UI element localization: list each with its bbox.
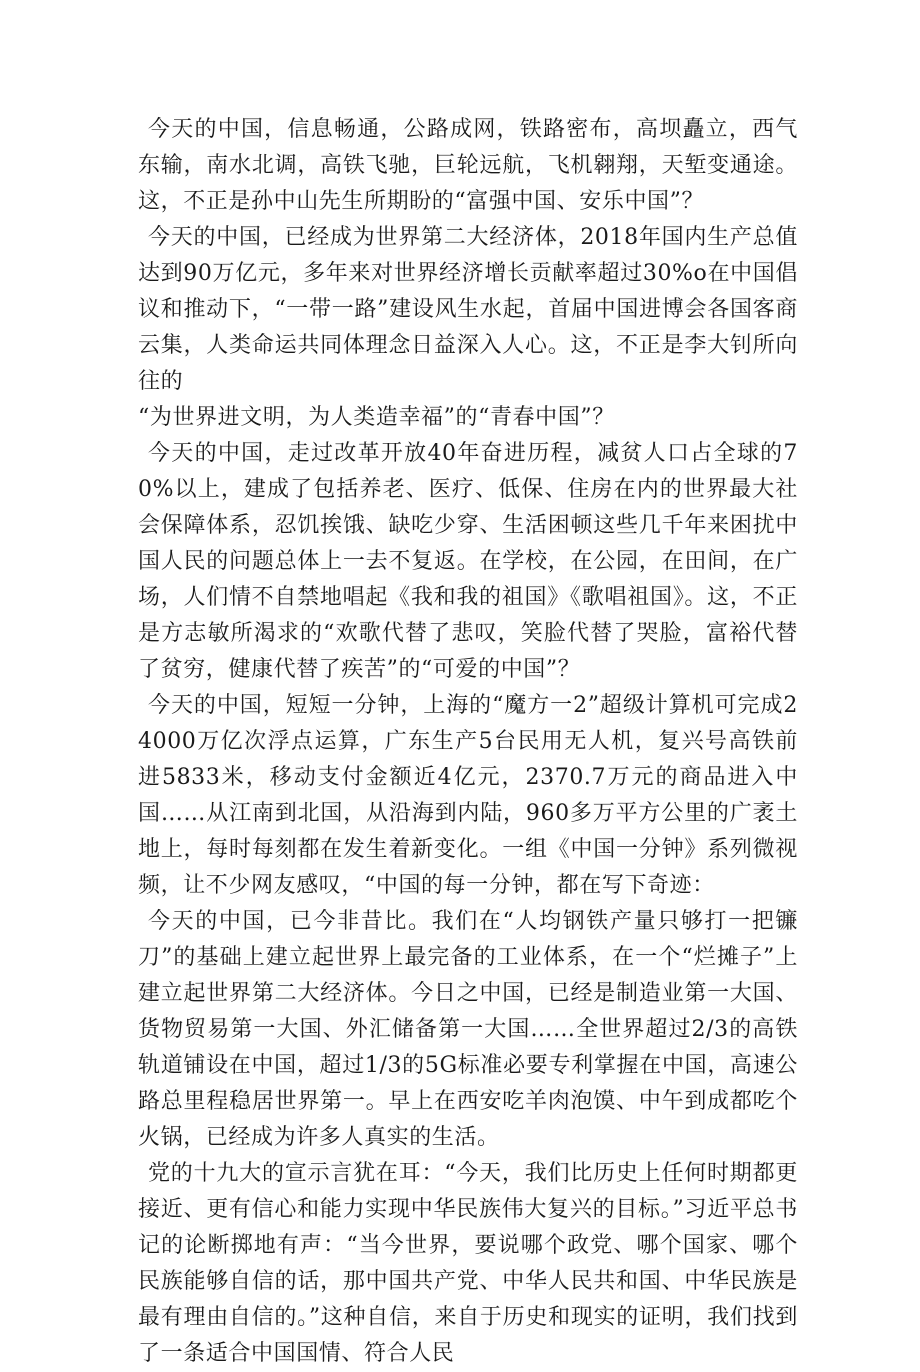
- paragraph-reform: 今天的中国，走过改革开放40年奋进历程，减贫人口占全球的70%以上，建成了包括养老、医疗、低保、住房在内的世界最大社会保障体系，忍饥挨饿、缺吃少穿、生活困顿这些几千年来困扰中国人民的问题总体上一去不复返。在学校，在公园，在田间，在广场，人们情不自禁地唱起《我和我的祖国》《歌唱祖国》。这，不正是方志敏所渴求的“欢歌代替了悲叹，笑脸代替了哭脸，富裕代替了贫穷，健康代替了疾苦”的“可爱的中国”？: [138, 441, 798, 682]
- paragraph-one-minute: 今天的中国，短短一分钟，上海的“魔方一2”超级计算机可完成24000万亿次浮点运算，广东生产5台民用无人机，复兴号高铁前进5833米，移动支付金额近4亿元，2370.7万元的商品进入中国……从江南到北国，从沿海到内陆，960多万平方公里的广袤土地上，每时每刻都在发生着新变化。一组《中国一分钟》系列微视频，让不少网友感叹，“中国的每一分钟，都在写下奇迹：: [138, 693, 798, 898]
- paragraph-economy: 今天的中国，已经成为世界第二大经济体，2018年国内生产总值达到90万亿元，多年来对世界经济增长贡献率超过30%o在中国倡议和推动下，“一带一路”建设风生水起，首届中国进博会各国客商云集，人类命运共同体理念日益深入人心。这，不正是李大钊所向往的: [138, 225, 798, 394]
- paragraph-confidence: 党的十九大的宣示言犹在耳：“今天，我们比历史上任何时期都更接近、更有信心和能力实现中华民族伟大复兴的目标。”习近平总书记的论断掷地有声：“当今世界，要说哪个政党、哪个国家、哪个民族能够自信的话，那中国共产党、中华人民共和国、中华民族是最有理由自信的。”这种自信，来自于历史和现实的证明，我们找到了一条适合中国国情、符合人民: [138, 1161, 798, 1366]
- paragraph-infrastructure: 今天的中国，信息畅通，公路成网，铁路密布，高坝矗立，西气东输，南水北调，高铁飞驰，巨轮远航，飞机翱翔，天堑变通途。这，不正是孙中山先生所期盼的“富强中国、安乐中国”？: [138, 117, 798, 214]
- document-body: [138, 112, 798, 1372]
- paragraph-industry: 今天的中国，已今非昔比。我们在“人均钢铁产量只够打一把镰刀”的基础上建立起世界上最完备的工业体系，在一个“烂摊子”上建立起世界第二大经济体。今日之中国，已经是制造业第一大国、货物贸易第一大国、外汇储备第一大国……全世界超过2/3的高铁轨道铺设在中国，超过1/3的5G标准必要专利掌握在中国，高速公路总里程稳居世界第一。早上在西安吃羊肉泡馍、中午到成都吃个火锅，已经成为许多人真实的生活。: [138, 909, 798, 1150]
- paragraph-youthful-china: “为世界进文明，为人类造幸福”的“青春中国”？: [138, 405, 615, 430]
